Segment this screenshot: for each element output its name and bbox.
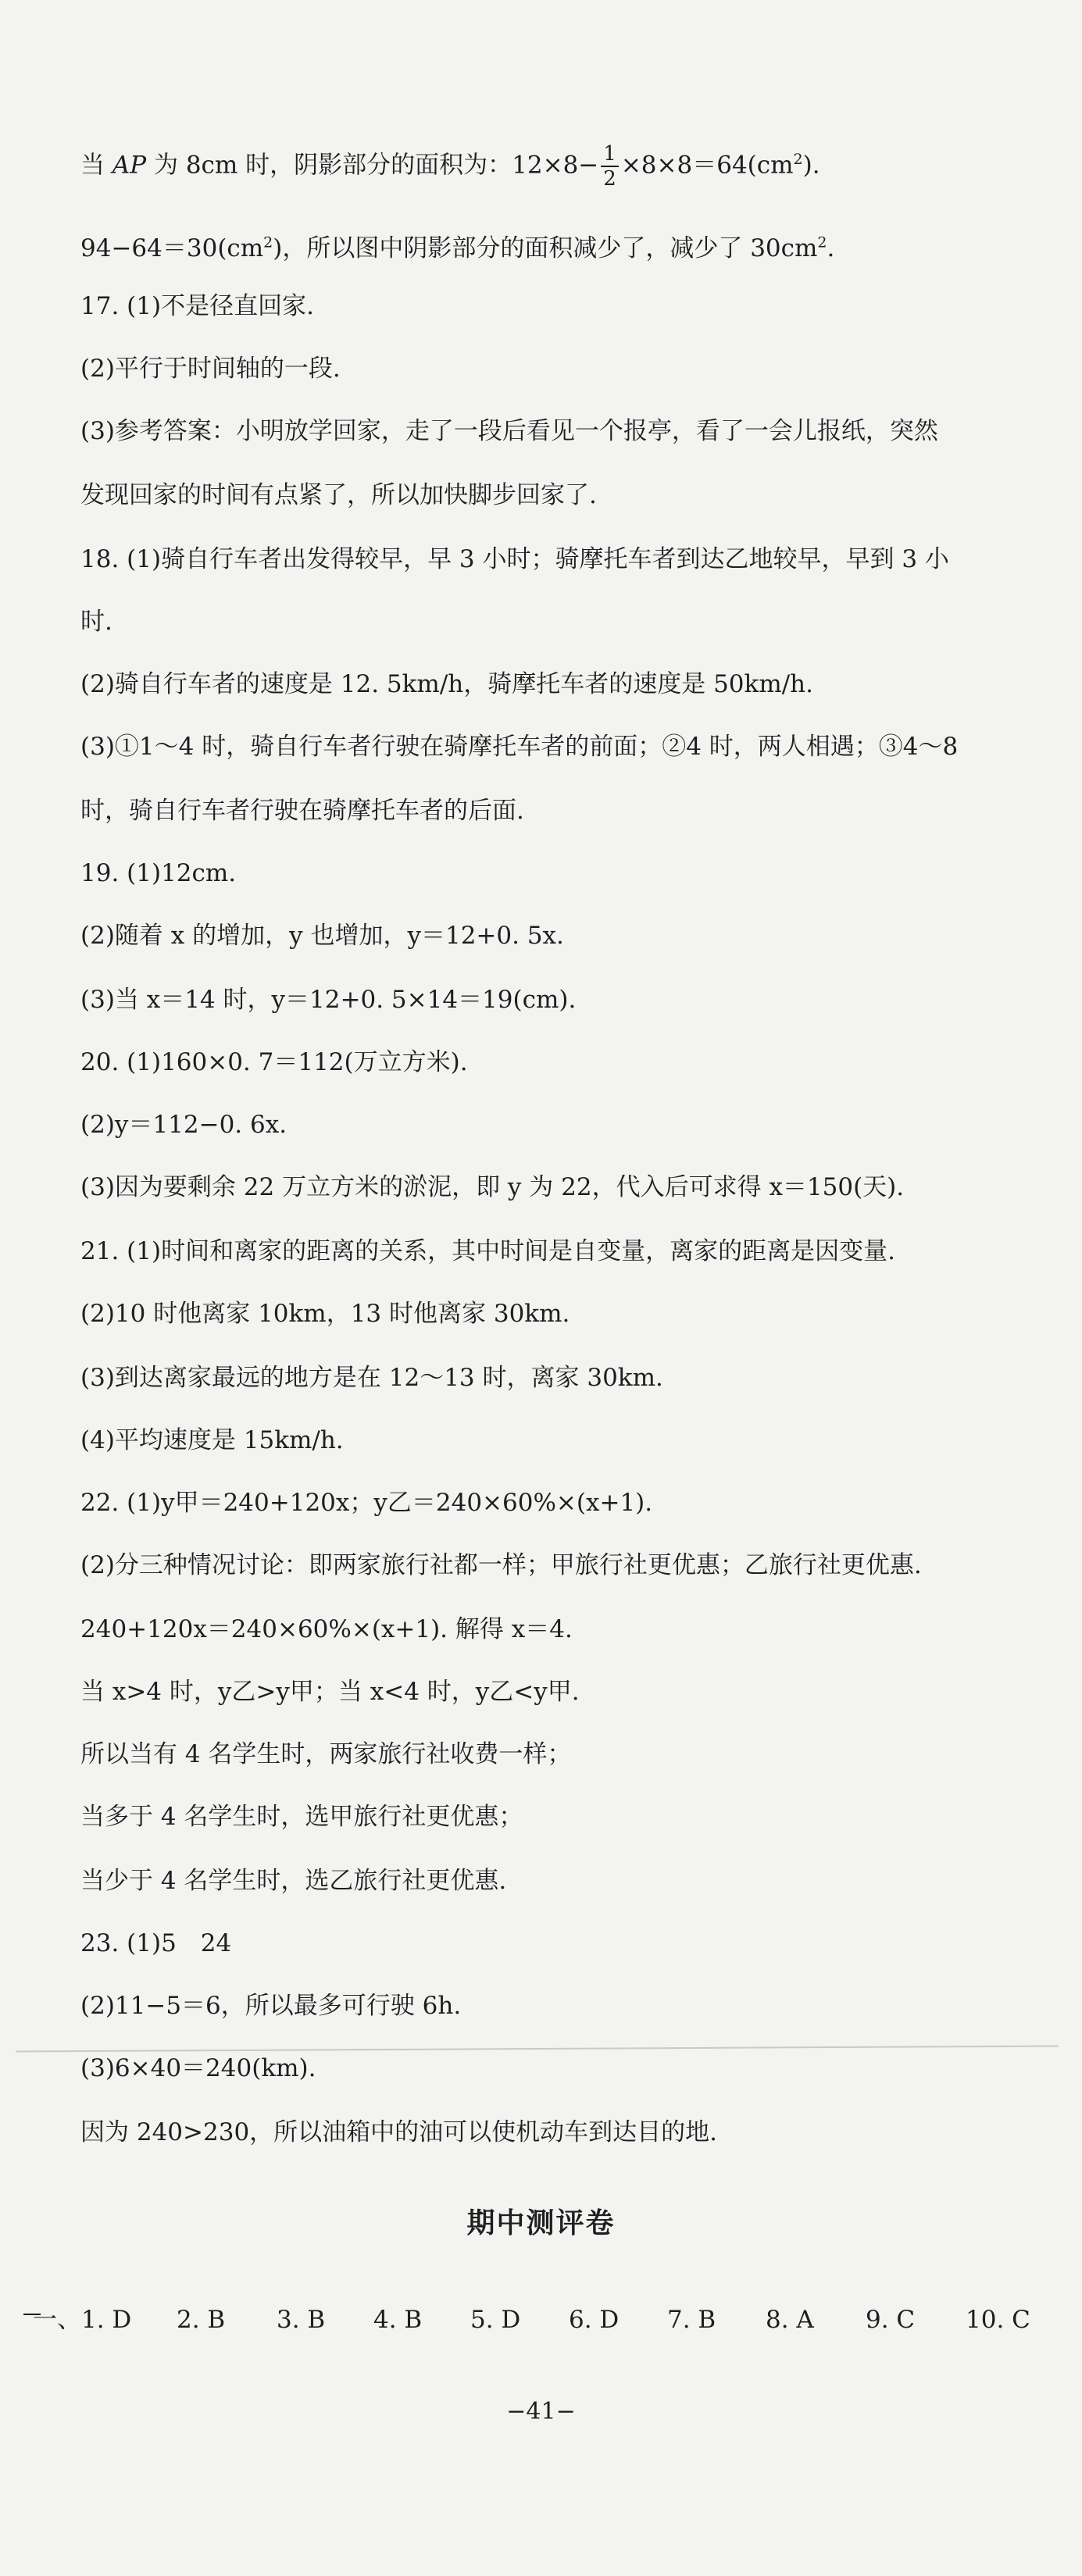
text-line: 所以当有 4 名学生时，两家旅行社收费一样； bbox=[80, 1740, 572, 1768]
text-line: (3)到达离家最远的地方是在 12～13 时，离家 30km. bbox=[80, 1364, 663, 1392]
answer-item: 10. C bbox=[966, 2306, 1030, 2334]
text-line: 发现回家的时间有点紧了，所以加快脚步回家了. bbox=[80, 481, 597, 509]
text-segment: )，所以图中阴影部分的面积减少了，减少了 30cm bbox=[273, 234, 818, 262]
text-line: 21. (1)时间和离家的距离的关系，其中时间是自变量，离家的距离是因变量. bbox=[80, 1237, 895, 1265]
answer-item: 5. D bbox=[470, 2306, 521, 2334]
text-line: 17. (1)不是径直回家. bbox=[80, 292, 314, 320]
text-line: (3)当 x＝14 时，y＝12+0. 5×14＝19(cm). bbox=[80, 986, 577, 1014]
text-line: (2)随着 x 的增加，y 也增加，y＝12+0. 5x. bbox=[80, 922, 564, 950]
text-line: 因为 240>230，所以油箱中的油可以使机动车到达目的地. bbox=[80, 2118, 718, 2146]
text-segment: 94−64＝30(cm bbox=[80, 234, 264, 262]
text-line: (3)6×40＝240(km). bbox=[80, 2054, 316, 2082]
text-segment: AP bbox=[112, 151, 147, 180]
text-line: 20. (1)160×0. 7＝112(万立方米). bbox=[80, 1048, 468, 1076]
text-line: 240+120x＝240×60%×(x+1). 解得 x＝4. bbox=[80, 1615, 573, 1643]
answer-item: 3. B bbox=[277, 2306, 326, 2334]
section-title: 期中测评卷 bbox=[466, 2207, 616, 2239]
fraction-numerator: 1 bbox=[601, 142, 619, 167]
text-segment: . bbox=[827, 234, 835, 262]
text-line: (3)因为要剩余 22 万立方米的淤泥，即 y 为 22，代入后可求得 x＝150(天). bbox=[80, 1173, 905, 1201]
text-line: (3)参考答案：小明放学回家，走了一段后看见一个报亭，看了一会儿报纸，突然 bbox=[80, 417, 938, 445]
text-line: (4)平均速度是 15km/h. bbox=[80, 1426, 344, 1454]
text-line: (2)11−5＝6，所以最多可行驶 6h. bbox=[80, 1992, 462, 2020]
line-1 bbox=[80, 142, 1051, 191]
text-line: 时，骑自行车者行驶在骑摩托车者的后面. bbox=[80, 797, 524, 825]
fold-divider bbox=[16, 2046, 1059, 2053]
text-line: 18. (1)骑自行车者出发得较早，早 3 小时；骑摩托车者到达乙地较早，早到 3 小 bbox=[80, 545, 949, 573]
text-line: (2)分三种情况讨论：即两家旅行社都一样；甲旅行社更优惠；乙旅行社更优惠. bbox=[80, 1551, 922, 1579]
answer-item: 一、1. D bbox=[33, 2306, 132, 2334]
text-line: (2)骑自行车者的速度是 12. 5km/h，骑摩托车者的速度是 50km/h. bbox=[80, 670, 813, 698]
text-line: 时. bbox=[80, 608, 112, 636]
text-segment: ). bbox=[802, 151, 820, 180]
answer-item: 6. D bbox=[569, 2306, 620, 2334]
answer-item: 4. B bbox=[373, 2306, 423, 2334]
text-line: 22. (1)y甲＝240+120x；y乙＝240×60%×(x+1). bbox=[80, 1489, 653, 1517]
text-segment: 当 bbox=[80, 151, 112, 180]
superscript: 2 bbox=[793, 151, 803, 169]
text-line: (2)10 时他离家 10km，13 时他离家 30km. bbox=[80, 1300, 570, 1328]
text-line: (2)平行于时间轴的一段. bbox=[80, 355, 341, 383]
text-line: 当少于 4 名学生时，选乙旅行社更优惠. bbox=[80, 1867, 507, 1895]
text-line: 19. (1)12cm. bbox=[80, 859, 237, 887]
answer-item: 2. B bbox=[177, 2306, 226, 2334]
answer-item: 8. A bbox=[766, 2306, 814, 2334]
answer-item: 9. C bbox=[866, 2306, 916, 2334]
text-segment: ×8×8＝64(cm bbox=[620, 151, 794, 180]
text-line: (2)y＝112−0. 6x. bbox=[80, 1111, 287, 1139]
fraction-denominator: 2 bbox=[603, 167, 616, 191]
line-2 bbox=[80, 233, 1051, 264]
superscript: 2 bbox=[263, 234, 273, 252]
superscript: 2 bbox=[817, 234, 827, 252]
page-number: −41− bbox=[506, 2398, 576, 2425]
answer-item: 7. B bbox=[667, 2306, 716, 2334]
text-segment: 为 8cm 时，阴影部分的面积为：12×8− bbox=[146, 151, 599, 180]
text-line: 当多于 4 名学生时，选甲旅行社更优惠； bbox=[80, 1803, 523, 1831]
fraction bbox=[601, 142, 619, 191]
text-line: 当 x>4 时，y乙>y甲；当 x<4 时，y乙<y甲. bbox=[80, 1678, 580, 1706]
text-line: (3)①1～4 时，骑自行车者行驶在骑摩托车者的前面；②4 时，两人相遇；③4～8 bbox=[80, 733, 959, 761]
text-line: 23. (1)5 24 bbox=[80, 1929, 232, 1957]
